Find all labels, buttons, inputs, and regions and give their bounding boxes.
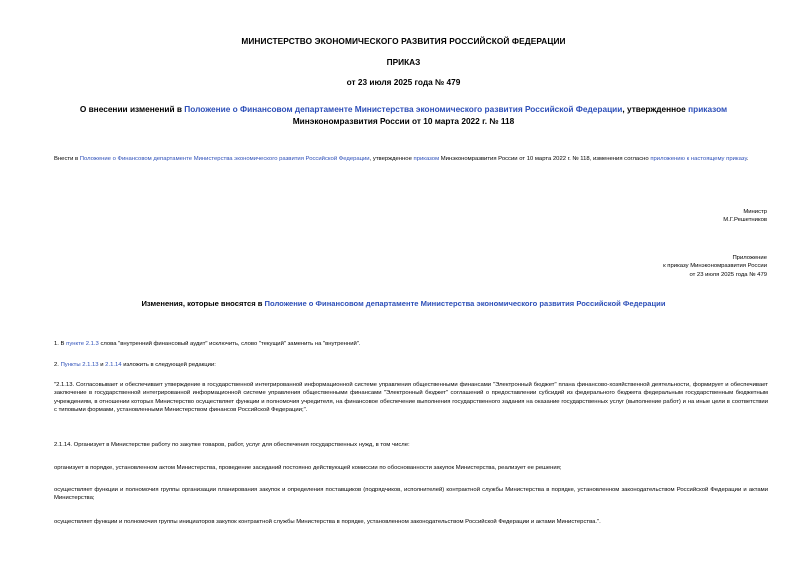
- doc-type: ПРИКАЗ: [386, 57, 421, 67]
- intro-text-5: .: [746, 156, 749, 162]
- paragraph-2-1-13: "2.1.13. Согласовывает и обеспечивает утверждение в государственной интегрированной информационной системе управления общественными финансами "Электронный бюджет" плана финансово-хозяйственной деятельности, формирует и обеспечивает заключение в государственной интегрированной информационной системе управления общественными финансами "Электронный бюджет" соглашений о предоставлении субсидий из федерального бюджета федеральным государственным бюджетным учреждениям, в отношении которых Министерство осуществляет функции и полномочия учредителя, на финансовое обеспечение выполнения государственного задания на оказание государственных услуг (выполнение работ) и на иные цели в соответствии с типовыми формами, установленными Министерством финансов Российской Федерации;".: [54, 382, 768, 413]
- item-2-mid: и: [98, 362, 106, 368]
- item-1: [54, 340, 768, 348]
- item-1-post: слова "внутренний финансовый аудит" исключить, слово "текущий" заменить на "внутренний".: [98, 341, 361, 347]
- changes-title: [30, 299, 777, 308]
- title-prefix: О внесении изменений в: [79, 104, 185, 114]
- appendix-line-2: к приказу Минэкономразвития России: [663, 263, 767, 270]
- item-2-post: изложить в следующей редакции:: [121, 362, 216, 368]
- intro-text-3: Минэкономразвития России от 10 марта 2022 г. № 118: [439, 156, 590, 162]
- item-2-pre: 2.: [54, 362, 61, 368]
- title-link-order[interactable]: приказом: [688, 104, 728, 114]
- title-link-regulation[interactable]: Положение о Финансовом департаменте Министерства экономического развития Российской Федерации: [184, 104, 623, 114]
- changes-title-prefix: Изменения, которые вносятся в: [141, 299, 265, 308]
- paragraph-organizes: организует в порядке, установленном актом Министерства, проведение заседаний постоянно действующей комиссии по обоснованности закупок Министерства, реализует ее решения;: [54, 465, 562, 471]
- intro-link-order[interactable]: приказом: [413, 156, 440, 162]
- title-suffix: Минэкономразвития России от 10 марта 2022 г. № 118: [292, 115, 515, 126]
- ministry-header: МИНИСТЕРСТВО ЭКОНОМИЧЕСКОГО РАЗВИТИЯ РОССИЙСКОЙ ФЕДЕРАЦИИ: [241, 36, 566, 46]
- intro-text-4: , изменения согласно: [589, 156, 651, 162]
- paragraph-initiators-group: осуществляет функции и полномочия группы инициаторов закупок контрактной службы Министерства в порядке, установленном законодательством Российской Федерации и актами Министерства.".: [54, 519, 601, 525]
- item-1-link[interactable]: пункте 2.1.3: [66, 341, 99, 347]
- appendix-line-3: от 23 июля 2025 года № 479: [689, 271, 767, 278]
- doc-date-number: от 23 июля 2025 года № 479: [346, 77, 461, 87]
- intro-link-regulation[interactable]: Положение о Финансовом департаменте Министерства экономического развития Российской Федерации: [79, 156, 370, 162]
- signature-block: [723, 208, 767, 225]
- appendix-line-1: Приложение: [732, 255, 767, 261]
- intro-text-2: , утвержденное: [369, 156, 414, 162]
- intro-link-appendix[interactable]: приложению к настоящему приказу: [650, 156, 747, 162]
- intro-paragraph: [54, 155, 768, 163]
- doc-title: [38, 104, 769, 127]
- signature-position: Министр: [743, 209, 767, 215]
- intro-text-1: Внести в: [54, 156, 80, 162]
- item-1-pre: 1. В: [54, 341, 67, 347]
- item-2-link-2113[interactable]: Пункты 2.1.13: [60, 362, 99, 368]
- appendix-block: [663, 254, 767, 279]
- title-middle: , утвержденное: [622, 104, 689, 114]
- signature-name: М.Г.Решетников: [723, 217, 767, 224]
- changes-title-link[interactable]: Положение о Финансовом департаменте Министерства экономического развития Российской Федерации: [264, 299, 666, 308]
- paragraph-planning-group: осуществляет функции и полномочия группы организации планирования закупок и определения поставщиков (подрядчиков, исполнителей) контрактной службы Министерства в порядке, установленном законодательством Российской Федерации и актами Министерства;: [54, 487, 768, 502]
- item-2: [54, 361, 768, 369]
- item-2-link-2114[interactable]: 2.1.14: [105, 362, 122, 368]
- paragraph-2-1-14: 2.1.14. Организует в Министерстве работу по закупке товаров, работ, услуг для обеспечения государственных нужд, в том числе:: [54, 442, 410, 448]
